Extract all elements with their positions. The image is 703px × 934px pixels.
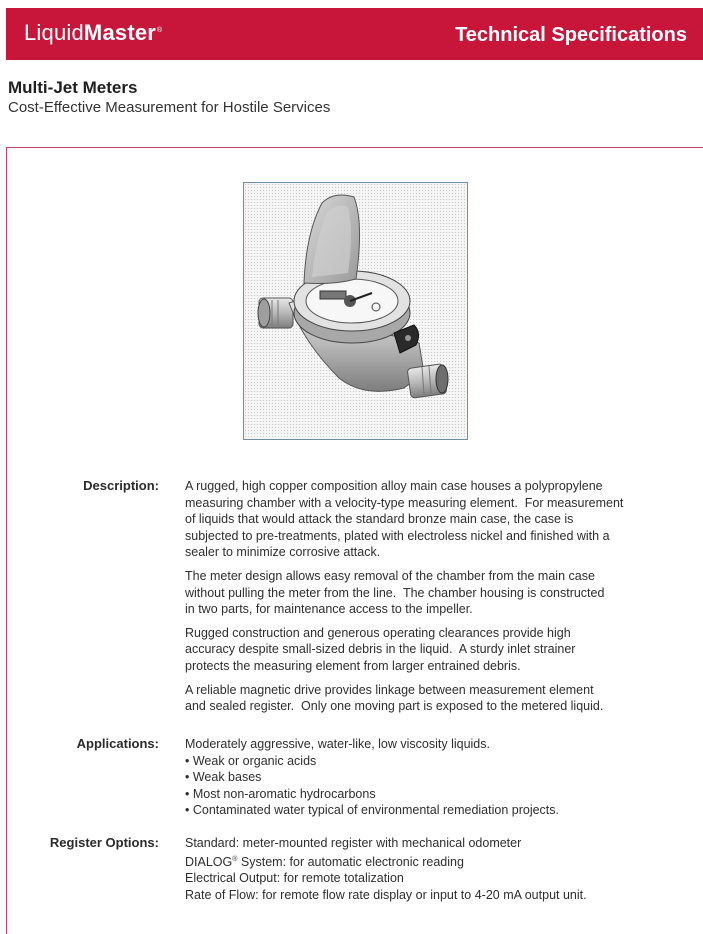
- description-paragraph-1: A rugged, high copper composition alloy main case houses a polypropylene measuring chamber with a velocity-type measuring element. For measurement of liquids that would attack the standard bronze main case, the case is subjected to pre-treatments, plated with electroless nickel and finished with a sealer to minimize corrosive attack.: [185, 479, 624, 560]
- water-meter-icon: [244, 183, 467, 439]
- applications-intro: Moderately aggressive, water-like, low viscosity liquids.: [185, 737, 490, 751]
- description-paragraph-4: A reliable magnetic drive provides linkage between measurement element and sealed register. Only one moving part is exposed to the metered liquid.: [185, 682, 604, 714]
- description-paragraph-2: The meter design allows easy removal of the chamber from the main case without pulling the meter from the line. The chamber housing is constructed in two parts, for maintenance access to the impeller.: [185, 568, 605, 617]
- register-option-rate-of-flow: Rate of Flow: for remote flow rate display or input to 4-20 mA output unit.: [185, 887, 587, 902]
- register-option-standard: Standard: meter-mounted register with mechanical odometer: [185, 836, 522, 850]
- application-item: • Weak or organic acids: [185, 753, 317, 768]
- applications-label: Applications:: [76, 736, 159, 751]
- application-item: • Contaminated water typical of environmental remediation projects.: [185, 803, 560, 818]
- document-title: Multi-Jet Meters: [8, 78, 138, 97]
- header-banner: [6, 8, 703, 60]
- description-label: Description:: [83, 478, 159, 493]
- section-title: Technical Specifications: [455, 24, 687, 46]
- register-option-dialog: [185, 852, 665, 871]
- description-text: [185, 478, 665, 722]
- application-item: • Most non-aromatic hydrocarbons: [185, 786, 376, 801]
- dialog-text: System: for automatic electronic reading: [240, 854, 464, 869]
- meter-photo: [243, 182, 468, 440]
- register-options-text: [185, 835, 665, 904]
- application-item: • Weak bases: [185, 770, 262, 785]
- brand-bold: Master: [83, 20, 157, 45]
- register-options-label: Register Options:: [49, 835, 159, 850]
- brand-trademark: ®: [157, 26, 163, 34]
- brand-regular: Liquid: [24, 20, 84, 45]
- dialog-name: DIALOG: [185, 854, 233, 869]
- applications-text: [185, 736, 665, 819]
- document-subtitle: Cost-Effective Measurement for Hostile Services: [8, 99, 331, 116]
- brand-logo: [24, 20, 162, 46]
- register-option-electrical: Electrical Output: for remote totalization: [185, 871, 404, 886]
- dialog-trademark: ®: [232, 855, 238, 863]
- description-paragraph-3: Rugged construction and generous operating clearances provide high accuracy despite small-sized debris in the liquid. A sturdy inlet strainer protects the measuring element from larger entrained debris.: [185, 625, 576, 673]
